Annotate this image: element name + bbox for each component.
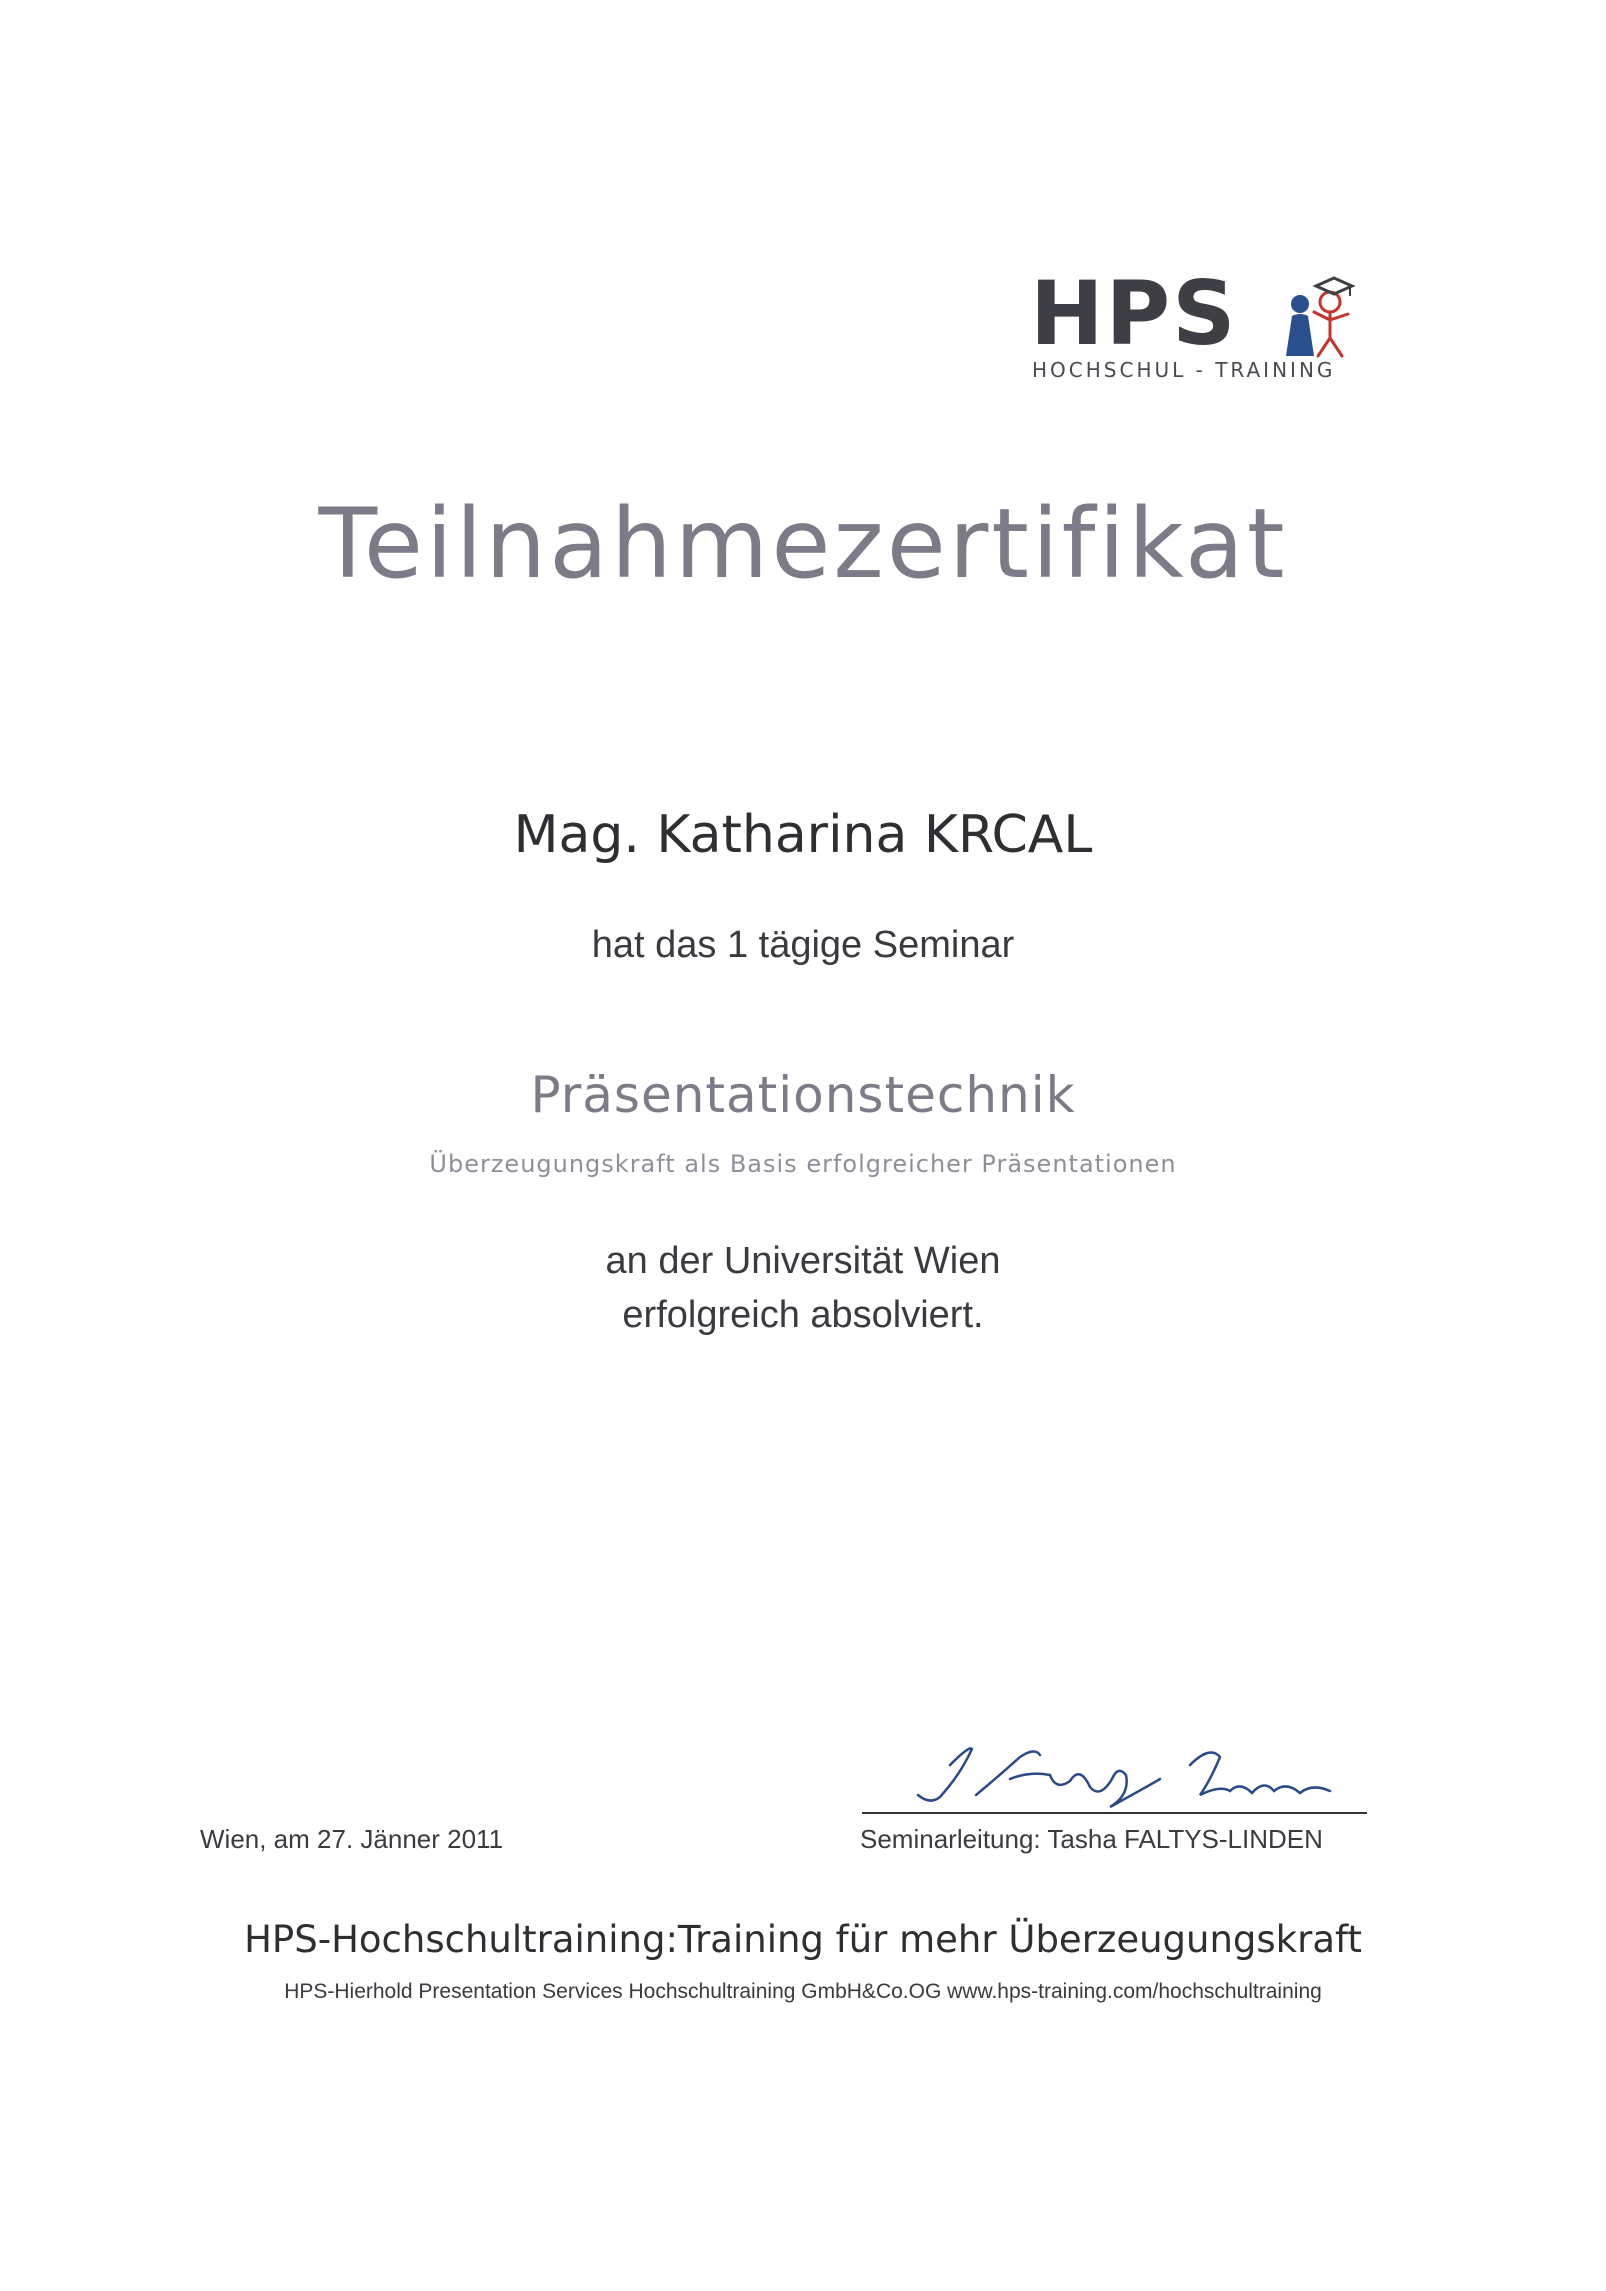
recipient-name: Mag. Katharina KRCAL [513, 805, 1093, 865]
completion-line-2: erfolgreich absolviert. [622, 1294, 984, 1336]
hps-logo [1030, 262, 1360, 390]
seminar-lead-label: Seminarleitung: Tasha FALTYS-LINDEN [860, 1824, 1323, 1854]
graduate-figure-icon [1270, 272, 1360, 364]
place-date: Wien, am 27. Jänner 2011 [200, 1824, 504, 1854]
course-subtitle: Überzeugungskraft als Basis erfolgreicher Präsentationen [429, 1150, 1177, 1178]
seminar-intro: hat das 1 tägige Seminar [591, 924, 1015, 966]
signature-line [862, 1812, 1367, 1814]
logo-tagline: HOCHSCHUL - TRAINING [1032, 358, 1336, 382]
course-title: Präsentationstechnik [530, 1066, 1076, 1124]
footer-company-line: HPS-Hierhold Presentation Services Hochschultraining GmbH&Co.OG www.hps-training.com/hochschultraining [284, 1980, 1322, 2003]
certificate-title: Teilnahmezertifikat [318, 488, 1288, 600]
footer-tagline: HPS-Hochschultraining:Training für mehr Überzeugungskraft [244, 1918, 1362, 1961]
completion-text [0, 1234, 1606, 1342]
logo-wordmark: HPS [1030, 262, 1238, 365]
handwritten-signature [860, 1735, 1380, 1815]
completion-line-1: an der Universität Wien [605, 1240, 1001, 1282]
